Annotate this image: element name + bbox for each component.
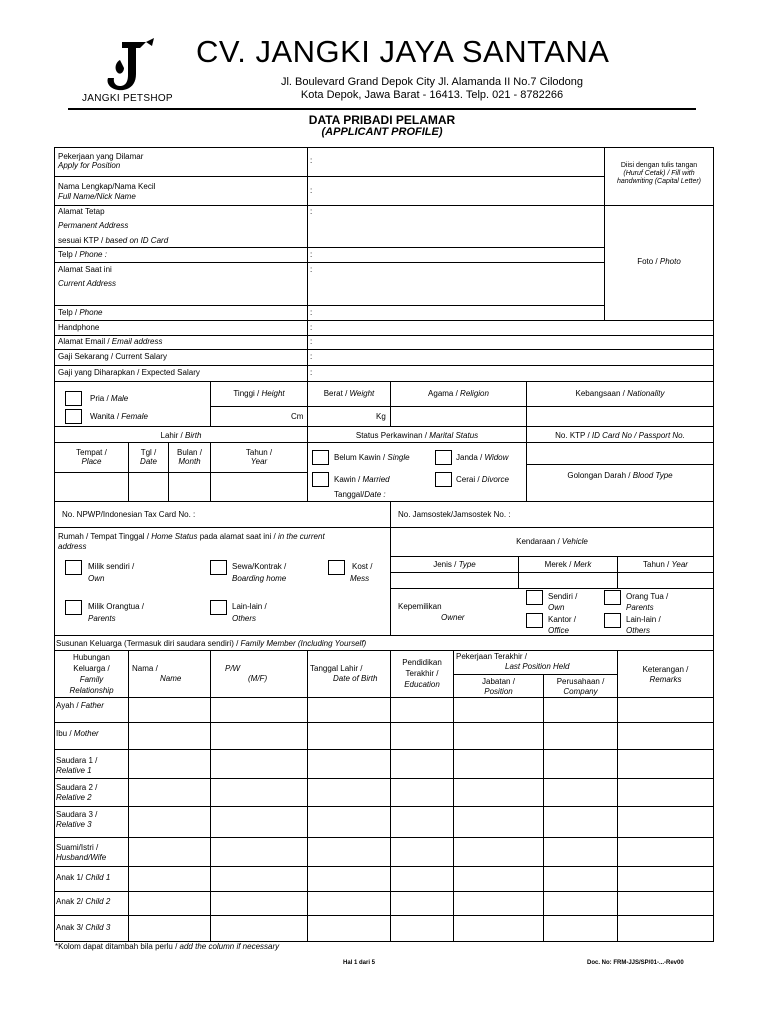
home-others-label-en: Others <box>232 614 257 623</box>
address-input[interactable] <box>315 207 602 246</box>
home-own-checkbox[interactable] <box>65 560 82 575</box>
logo-caption: JANGKI PETSHOP <box>82 93 173 104</box>
company-logo <box>100 38 160 94</box>
handphone-input[interactable] <box>315 322 711 334</box>
fullname-input[interactable] <box>315 178 602 204</box>
vehicle-self-checkbox[interactable] <box>526 590 543 605</box>
address-colon: : <box>310 207 313 216</box>
family-row-relative-3: Saudara 3 / <box>56 810 98 819</box>
form-subtitle: (APPLICANT PROFILE) <box>321 126 443 138</box>
phone2-colon: : <box>310 308 313 317</box>
vehicle-ownership-label-en: Owner <box>441 613 465 622</box>
vehicle-others-checkbox[interactable] <box>604 613 621 628</box>
vehicle-brand-label-en: Merk <box>573 560 592 569</box>
col-name-en: Name <box>160 674 182 683</box>
birth-place-label-en: Place <box>81 457 102 466</box>
fill-note-line-1: Diisi dengan tulis tangan <box>620 162 698 169</box>
ktp-label-id: No. KTP / <box>555 431 592 440</box>
phone-label-id: Telp / <box>58 250 80 259</box>
vehicle-label-id: Kendaraan / <box>516 537 562 546</box>
weight-label-id: Berat / <box>323 389 350 398</box>
birth-date-label: Tgl / <box>140 448 157 457</box>
family-table-input-area[interactable] <box>130 699 712 940</box>
vehicle-brand-label-id: Merek / <box>544 560 574 569</box>
position-input[interactable] <box>315 149 602 175</box>
family-row-relative-2: Saudara 2 / <box>56 783 98 792</box>
photo-label-id: Foto / <box>637 257 660 266</box>
current-address-label: Alamat Saat ini <box>58 265 112 274</box>
birth-month-label: Bulan / <box>177 448 202 457</box>
single-label-id: Belum Kawin / <box>334 453 388 462</box>
vehicle-year-label-en: Year <box>671 560 688 569</box>
weight-label <box>308 389 390 399</box>
family-section-title <box>56 639 366 649</box>
petshop-logo-icon <box>100 38 160 94</box>
col-relation-line-3: Family <box>79 675 104 684</box>
birth-year-input[interactable] <box>212 474 306 500</box>
vehicle-year-label-id: Tahun / <box>643 560 672 569</box>
col-remarks-en: Remarks <box>649 675 682 684</box>
family-row-father-id: Ayah / <box>56 701 81 710</box>
family-row-mother-en: Mother <box>73 729 99 738</box>
vehicle-office-label-en: Office <box>548 626 569 635</box>
vehicle-self-label-en: Own <box>548 603 565 612</box>
phone2-input[interactable] <box>315 307 602 319</box>
nationality-label-en: Nationality <box>627 389 665 398</box>
position-colon: : <box>310 156 313 165</box>
col-relation-line-4: Relationship <box>69 686 114 695</box>
page-number: Hal 1 dari 5 <box>343 960 376 966</box>
nationality-label <box>527 389 713 399</box>
family-row-child-3-en: Child 3 <box>85 923 111 932</box>
home-own-label-en: Own <box>88 574 105 583</box>
weight-label-en: Weight <box>349 389 375 398</box>
col-relation-line-2: Keluarga / <box>73 664 110 673</box>
vehicle-year-input[interactable] <box>619 574 712 587</box>
single-checkbox[interactable] <box>312 450 329 465</box>
photo-box[interactable] <box>606 207 712 319</box>
vehicle-office-checkbox[interactable] <box>526 613 543 628</box>
birth-place-input[interactable] <box>56 474 127 500</box>
nationality-label-id: Kebangsaan / <box>575 389 628 398</box>
fill-note-line-2: (Huruf Cetak) / Fill with <box>623 170 695 177</box>
family-row-child-2 <box>56 897 110 907</box>
vehicle-office-label: Kantor / <box>548 615 577 624</box>
vehicle-parents-label-en: Parents <box>626 603 654 612</box>
email-label-en: Email address <box>111 337 163 346</box>
family-row-relative-2-en: Relative 2 <box>56 793 92 802</box>
marital-status-label-en: Marital Status <box>429 431 479 440</box>
handphone-label: Handphone <box>58 323 100 332</box>
home-rent-checkbox[interactable] <box>210 560 227 575</box>
family-row-child-3-id: Anak 3/ <box>56 923 86 932</box>
expected-salary-label: Gaji yang Diharapkan / Expected Salary <box>58 368 200 377</box>
female-label-en: Female <box>121 412 148 421</box>
marital-status-label-id: Status Perkawinan / <box>355 431 430 440</box>
vehicle-type-label-en: Type <box>458 560 476 569</box>
company-name: CV. JANGKI JAYA SANTANA <box>196 34 610 69</box>
family-title-id: Susunan Keluarga (Termasuk diri saudara sendiri) / <box>56 639 241 648</box>
phone-label <box>58 250 107 260</box>
document-number: Doc. No: FRM-JJS/SP/01-...-Rev00 <box>587 960 684 966</box>
home-own-label: Milik sendiri / <box>88 562 135 571</box>
phone2-label <box>58 308 102 318</box>
residence-label-2: pada alamat saat ini / <box>197 532 278 541</box>
weight-unit: Kg <box>376 412 386 421</box>
marital-status-label <box>308 431 526 441</box>
home-rent-label: Sewa/Kontrak / <box>232 562 287 571</box>
email-input[interactable] <box>315 336 711 348</box>
fill-note-line-3: handwriting (Capital Letter) <box>616 178 702 185</box>
male-label-en: Male <box>110 394 129 403</box>
home-kost-label-en: Mess <box>350 574 370 583</box>
footer-note-id: *Kolom dapat ditambah bila perlu / <box>55 942 180 951</box>
family-row-relative-1: Saudara 1 / <box>56 756 98 765</box>
email-colon: : <box>310 337 313 346</box>
current-address-colon: : <box>310 265 313 274</box>
birth-month-label-en: Month <box>178 457 201 466</box>
current-address-input[interactable] <box>315 264 602 304</box>
jamsostek-label: No. Jamsostek/Jamsostek No. : <box>398 510 511 519</box>
family-row-spouse: Suami/Istri / <box>56 843 99 852</box>
family-row-child-1 <box>56 873 110 883</box>
family-row-spouse-en: Husband/Wife <box>56 853 107 862</box>
ktp-input[interactable] <box>528 444 712 463</box>
col-name: Nama / <box>132 664 158 673</box>
vehicle-parents-label: Orang Tua / <box>626 592 669 601</box>
current-address-label-en: Current Address <box>58 279 116 288</box>
family-row-mother-id: Ibu / <box>56 729 74 738</box>
position-label: Pekerjaan yang Dilamar <box>58 152 144 161</box>
blood-type-label-id: Golongan Darah / <box>567 471 633 480</box>
vehicle-ownership-label: Kepemilikan <box>398 602 442 611</box>
male-label-id: Pria / <box>90 394 111 403</box>
vehicle-brand-input[interactable] <box>520 574 616 587</box>
vehicle-brand-label <box>519 560 617 570</box>
widow-checkbox[interactable] <box>435 450 452 465</box>
npwp-input[interactable] <box>226 504 388 526</box>
vehicle-self-label: Sendiri / <box>548 592 578 601</box>
company-address-line-2: Kota Depok, Jawa Barat - 16413. Telp. 021 - 8782266 <box>300 89 564 101</box>
family-row-child-2-en: Child 2 <box>85 897 111 906</box>
birth-date-input[interactable] <box>130 474 167 500</box>
female-label <box>90 412 148 422</box>
vehicle-parents-checkbox[interactable] <box>604 590 621 605</box>
vehicle-type-input[interactable] <box>392 574 517 587</box>
religion-label <box>391 389 526 399</box>
family-row-child-3 <box>56 923 110 933</box>
col-position-en: Position <box>484 687 513 696</box>
address-note-en: based on ID Card <box>105 236 169 245</box>
home-kost-label: Kost / <box>352 562 373 571</box>
phone-input[interactable] <box>315 249 602 261</box>
blood-type-label-en: Blood Type <box>632 471 673 480</box>
col-edu-line-2: Terakhir / <box>405 669 439 678</box>
expected-salary-input[interactable] <box>315 367 711 380</box>
single-label <box>334 453 410 463</box>
col-gender: P/W <box>225 664 241 673</box>
religion-input[interactable] <box>392 408 525 425</box>
divorce-label-en: Divorce <box>481 475 509 484</box>
birth-place-label: Tempat / <box>76 448 107 457</box>
jamsostek-input[interactable] <box>540 504 712 526</box>
vehicle-year-label <box>618 560 713 570</box>
npwp-label: No. NPWP/Indonesian Tax Card No. : <box>62 510 196 519</box>
home-parents-label-en: Parents <box>88 614 116 623</box>
blood-type-label <box>527 471 713 481</box>
height-label <box>211 389 307 399</box>
single-label-en: Single <box>387 453 410 462</box>
birth-label <box>55 431 307 441</box>
phone-colon: : <box>310 250 313 259</box>
vehicle-type-label <box>391 560 518 570</box>
married-label-id: Kawin / <box>334 475 363 484</box>
height-unit: Cm <box>291 412 304 421</box>
fullname-colon: : <box>310 186 313 195</box>
col-remarks: Keterangan / <box>642 665 689 674</box>
col-job-line-2: Last Position Held <box>505 662 570 671</box>
home-kost-checkbox[interactable] <box>328 560 345 575</box>
fullname-label: Nama Lengkap/Nama Kecil <box>58 182 156 191</box>
religion-label-en: Religion <box>460 389 489 398</box>
birth-year-label-en: Year <box>250 457 268 466</box>
col-company: Perusahaan / <box>556 677 605 686</box>
col-job-line-1: Pekerjaan Terakhir / <box>456 652 527 661</box>
family-row-father-en: Father <box>80 701 104 710</box>
col-dob-en: Date of Birth <box>333 674 378 683</box>
fullname-label-en: Full Name/Nick Name <box>58 192 136 201</box>
residence-label <box>58 532 325 542</box>
height-label-en: Height <box>261 389 285 398</box>
position-label-en: Apply for Position <box>58 161 121 170</box>
expected-salary-colon: : <box>310 368 313 377</box>
female-checkbox[interactable] <box>65 409 82 424</box>
vehicle-others-label-en: Others <box>626 626 651 635</box>
header-divider <box>68 108 696 110</box>
family-row-child-1-en: Child 1 <box>85 873 111 882</box>
photo-label-en: Photo <box>659 257 681 266</box>
col-gender-en: (M/F) <box>248 674 268 683</box>
address-note <box>58 236 168 246</box>
divorce-label-id: Cerai / <box>456 475 482 484</box>
family-row-father <box>56 701 104 711</box>
phone2-label-id: Telp / <box>58 308 80 317</box>
family-row-child-1-id: Anak 1/ <box>56 873 86 882</box>
residence-label-1-en: Home Status <box>151 532 198 541</box>
address-label: Alamat Tetap <box>58 207 105 216</box>
company-address-line-1: Jl. Boulevard Grand Depok City Jl. Alamanda II No.7 Cilodong <box>280 76 584 88</box>
col-edu-line-1: Pendidikan <box>402 658 442 667</box>
home-parents-label: Milik Orangtua / <box>88 602 145 611</box>
family-row-child-2-id: Anak 2/ <box>56 897 86 906</box>
current-salary-colon: : <box>310 352 313 361</box>
home-parents-checkbox[interactable] <box>65 600 82 615</box>
current-salary-input[interactable] <box>315 351 711 364</box>
phone-label-en: Phone : <box>79 250 107 259</box>
widow-label <box>456 453 508 463</box>
residence-label-1: Rumah / Tempat Tinggal / <box>58 532 152 541</box>
col-company-en: Company <box>563 687 598 696</box>
vehicle-label-en: Vehicle <box>561 537 588 546</box>
male-checkbox[interactable] <box>65 391 82 406</box>
handphone-colon: : <box>310 323 313 332</box>
address-label-en: Permanent Address <box>58 221 129 230</box>
weight-input[interactable] <box>309 408 373 425</box>
footer-note-en: add the column if necessary <box>179 942 280 951</box>
widow-label-id: Janda / <box>456 453 485 462</box>
ktp-label-en: ID Card No / Passport No. <box>591 431 685 440</box>
birth-month-input[interactable] <box>170 474 209 500</box>
col-position: Jabatan / <box>482 677 515 686</box>
home-others-checkbox[interactable] <box>210 600 227 615</box>
birth-label-en: Birth <box>185 431 202 440</box>
height-input[interactable] <box>212 408 288 425</box>
vehicle-type-label-id: Jenis / <box>433 560 459 569</box>
current-salary-label: Gaji Sekarang / Current Salary <box>58 352 167 361</box>
footer-note <box>55 942 279 952</box>
col-dob: Tanggal Lahir / <box>310 664 363 673</box>
residence-label-2-en: in the current <box>277 532 325 541</box>
birth-year-label: Tahun / <box>245 448 273 457</box>
address-note-id: sesuai KTP / <box>58 236 106 245</box>
marriage-date-label-id: Tanggal/ <box>334 490 365 499</box>
form-title: DATA PRIBADI PELAMAR <box>308 113 456 127</box>
height-label-id: Tinggi / <box>233 389 262 398</box>
home-rent-label-en: Boarding home <box>232 574 287 583</box>
marriage-date-label <box>334 490 386 500</box>
married-checkbox[interactable] <box>312 472 329 487</box>
divorce-checkbox[interactable] <box>435 472 452 487</box>
family-row-relative-3-en: Relative 3 <box>56 820 92 829</box>
email-label-id: Alamat Email / <box>58 337 112 346</box>
family-row-mother <box>56 729 99 739</box>
col-relation-line-1: Hubungan <box>73 653 110 662</box>
vehicle-others-label: Lain-lain / <box>626 615 661 624</box>
col-edu-line-3: Education <box>404 680 440 689</box>
email-label <box>58 337 162 347</box>
married-label-en: Married <box>362 475 390 484</box>
religion-label-id: Agama / <box>428 389 461 398</box>
nationality-input[interactable] <box>528 408 712 425</box>
divorce-label <box>456 475 509 485</box>
family-title-en: Family Member (Including Yourself) <box>240 639 367 648</box>
ktp-label <box>527 431 713 441</box>
female-label-id: Wanita / <box>90 412 122 421</box>
family-row-relative-1-en: Relative 1 <box>56 766 92 775</box>
birth-label-id: Lahir / <box>160 431 185 440</box>
widow-label-en: Widow <box>484 453 509 462</box>
male-label <box>90 394 128 404</box>
married-label <box>334 475 390 485</box>
home-others-label: Lain-lain / <box>232 602 267 611</box>
marriage-date-label-en: Date : <box>364 490 386 499</box>
residence-label-3: address <box>58 542 87 551</box>
phone2-label-en: Phone <box>79 308 103 317</box>
vehicle-label <box>391 537 713 547</box>
birth-date-label-en: Date <box>140 457 157 466</box>
